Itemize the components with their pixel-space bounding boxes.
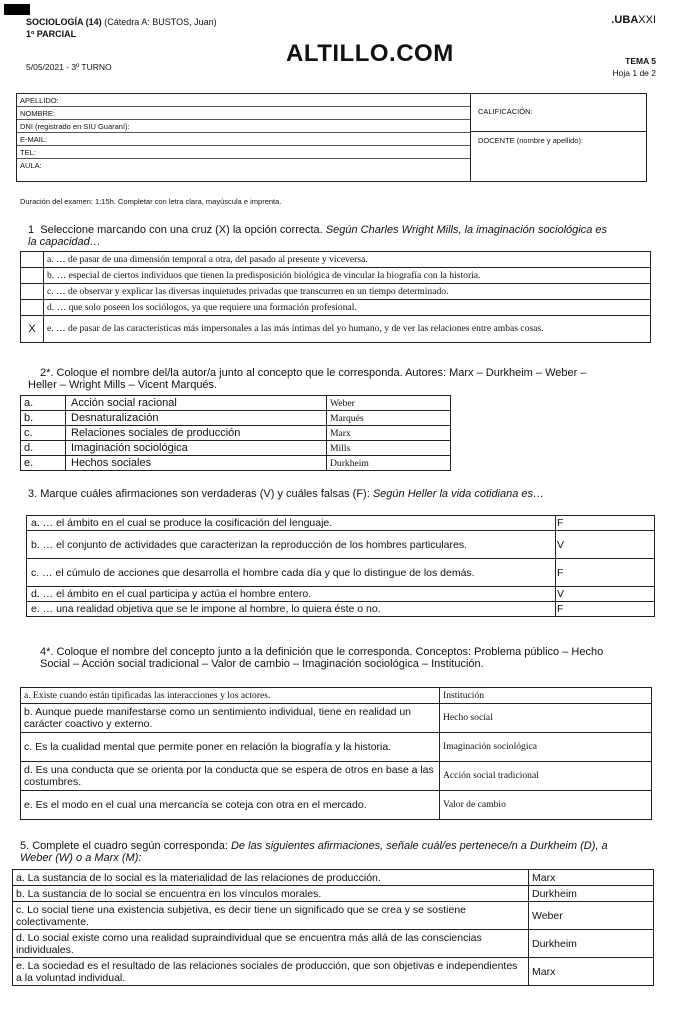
q1-mark-a[interactable] <box>21 252 44 268</box>
q1-options-table <box>20 251 651 343</box>
q4-answer-d[interactable]: Acción social tradicional <box>440 762 652 791</box>
q2-answer-b[interactable]: Marqués <box>327 411 451 426</box>
q5-statement-d: d. Lo social existe como una realidad supraindividual que se encuentra más allá de las consciencias individuales. <box>13 930 529 958</box>
q4-definition-a: a. Existe cuando están tipificadas las interacciones y los actores. <box>21 688 440 704</box>
q5-statement-b: b. La sustancia de lo social se encuentra en los vínculos morales. <box>13 886 529 902</box>
site-title: ALTILLO.COM <box>286 40 454 67</box>
question-4: 4*. Coloque el nombre del concepto junto a la definición que le corresponda. Conceptos: Problema público – Hecho Social – Acción social tradicional – Valor de cambio – Imaginación sociológica – Institución. <box>40 646 604 670</box>
question-3 <box>20 488 620 500</box>
q3-statement-b: b. … el conjunto de actividades que caracterizan la reproducción de los hombres particulares. <box>27 531 556 559</box>
q5-answer-b[interactable]: Durkheim <box>529 886 654 902</box>
exam-duration: Duración del examen: 1:15h. Completar con letra clara, mayúscula e imprenta. <box>20 197 282 206</box>
q5-text: 5. Complete el cuadro según corresponda: <box>20 840 228 852</box>
q5-answer-a[interactable]: Marx <box>529 870 654 886</box>
q1-option-c: c. … de observar y explicar las diversas inquietudes privadas que transcurren en un tiempo determinado. <box>44 284 651 300</box>
q2-answer-e[interactable]: Durkheim <box>327 456 451 471</box>
q2-concept-c: Relaciones sociales de producción <box>66 426 327 441</box>
field-dni[interactable]: DNI (registrado en SIU Guaraní): <box>17 120 470 133</box>
page-count: Hoja 1 de 2 <box>612 68 656 78</box>
q4-definition-e: e. Es el modo en el cual una mercancía se coteja con otra en el mercado. <box>21 791 440 820</box>
q4-answer-b[interactable]: Hecho social <box>440 704 652 733</box>
field-docente[interactable]: DOCENTE (nombre y apellido): <box>478 136 584 145</box>
field-tel[interactable]: TEL: <box>17 146 470 159</box>
q2-answer-c[interactable]: Marx <box>327 426 451 441</box>
q2-key-a: a. <box>21 396 66 411</box>
field-apellido[interactable]: APELLIDO: <box>17 94 470 107</box>
q5-answer-c[interactable]: Weber <box>529 902 654 930</box>
q5-statement-a: a. La sustancia de lo social es la materialidad de las relaciones de producción. <box>13 870 529 886</box>
q1-option-b: b. … especial de ciertos individuos que tienen la predisposición biológica de vincular la biografía con la historia. <box>44 268 651 284</box>
corner-tab <box>4 4 30 15</box>
q1-mark-b[interactable] <box>21 268 44 284</box>
q2-key-e: e. <box>21 456 66 471</box>
q3-answer-d[interactable]: V <box>556 587 655 602</box>
q3-statement-c: c. … el cúmulo de acciones que desarrolla el hombre cada día y que lo distingue de los demás. <box>27 559 556 587</box>
q4-definition-c: c. Es la cualidad mental que permite poner en relación la biografía y la historia. <box>21 733 440 762</box>
q3-answer-b[interactable]: V <box>556 531 655 559</box>
q4-definition-b: b. Aunque puede manifestarse como un sentimiento individual, tiene en realidad un carácter coactivo y externo. <box>21 704 440 733</box>
uba-logo <box>611 14 656 26</box>
q1-text: Seleccione marcando con una cruz (X) la opción correcta. <box>40 224 323 236</box>
course-header <box>26 16 217 40</box>
uba-logo-rest: XXI <box>638 14 656 26</box>
q1-mark-e[interactable]: X <box>21 316 44 343</box>
q3-statement-e: e. … una realidad objetiva que se le impone al hombre, lo quiera éste o no. <box>27 602 556 617</box>
q3-statement-d: d. … el ámbito en el cual participa y actúa el hombre entero. <box>27 587 556 602</box>
q1-number: 1 <box>28 224 35 236</box>
q5-statement-e: e. La sociedad es el resultado de las relaciones sociales de producción, que son objetivas e independientes a la voluntad individual. <box>13 958 529 986</box>
q4-answer-e[interactable]: Valor de cambio <box>440 791 652 820</box>
q5-statement-c: c. Lo social tiene una existencia subjetiva, es decir tiene un significado que se crea y se sostiene colectivamente. <box>13 902 529 930</box>
q4-answer-a[interactable]: Institución <box>440 688 652 704</box>
question-5 <box>20 840 620 864</box>
q2-answer-a[interactable]: Weber <box>327 396 451 411</box>
q2-table <box>20 395 451 471</box>
uba-logo-bold: .UBA <box>611 14 639 26</box>
exam-name: 1º PARCIAL <box>26 29 77 39</box>
q1-mark-d[interactable] <box>21 300 44 316</box>
q5-answer-e[interactable]: Marx <box>529 958 654 986</box>
q1-option-d: d. … que solo poseen los sociólogos, ya que requiere una formación profesional. <box>44 300 651 316</box>
field-email[interactable]: E-MAIL: <box>17 133 470 146</box>
q1-mark-c[interactable] <box>21 284 44 300</box>
q4-table <box>20 687 652 820</box>
catedra: (Cátedra A: BUSTOS, Juan) <box>104 17 217 27</box>
field-calificacion[interactable]: CALIFICACIÓN: <box>471 94 646 132</box>
q4-definition-d: d. Es una conducta que se orienta por la conducta que se espera de otros en base a las costumbres. <box>21 762 440 791</box>
course-name: SOCIOLOGÍA (14) <box>26 17 102 27</box>
question-2: 2*. Coloque el nombre del/la autor/a junto al concepto que le corresponda. Autores: Marx – Durkheim – Weber – Heller – Wright Mills – Vicent Marqués. <box>28 367 587 391</box>
q2-concept-b: Desnaturalización <box>66 411 327 426</box>
q1-option-e: e. … de pasar de las características más impersonales a las más íntimas del yo humano, y de ver las relaciones entre ambas cosas. <box>44 316 651 343</box>
q3-statement-a: a. … el ámbito en el cual se produce la cosificación del lenguaje. <box>27 516 556 531</box>
q3-answer-c[interactable]: F <box>556 559 655 587</box>
q3-answer-e[interactable]: F <box>556 602 655 617</box>
q2-key-b: b. <box>21 411 66 426</box>
tema-info <box>613 55 656 79</box>
field-aula[interactable]: AULA: <box>20 161 42 170</box>
q3-table <box>26 515 655 617</box>
q3-text: 3. Marque cuáles afirmaciones son verdaderas (V) y cuáles falsas (F): <box>28 488 370 500</box>
q2-key-d: d. <box>21 441 66 456</box>
q1-italic: Según Charles Wright Mills, la imaginación sociológica es la capacidad… <box>28 224 608 248</box>
q3-italic: Según Heller la vida cotidiana es… <box>372 488 545 500</box>
q2-answer-d[interactable]: Mills <box>327 441 451 456</box>
field-nombre[interactable]: NOMBRE: <box>17 107 470 120</box>
q5-table <box>12 869 654 986</box>
q2-concept-a: Acción social racional <box>66 396 327 411</box>
q5-answer-d[interactable]: Durkheim <box>529 930 654 958</box>
q4-answer-c[interactable]: Imaginación sociológica <box>440 733 652 762</box>
q2-concept-e: Hechos sociales <box>66 456 327 471</box>
q2-concept-d: Imaginación sociológica <box>66 441 327 456</box>
q2-key-c: c. <box>21 426 66 441</box>
q5-italic: De las siguientes afirmaciones, señale cuál/es pertenece/n a Durkheim (D), a Weber (W) o a Marx (M): <box>20 840 608 864</box>
q1-option-a: a. … de pasar de una dimensión temporal a otra, del pasado al presente y viceversa. <box>44 252 651 268</box>
exam-date: 5/05/2021 - 3º TURNO <box>26 62 112 72</box>
q3-answer-a[interactable]: F <box>556 516 655 531</box>
student-data-table <box>16 93 647 182</box>
question-1 <box>28 224 618 248</box>
tema-number: TEMA 5 <box>625 56 656 66</box>
